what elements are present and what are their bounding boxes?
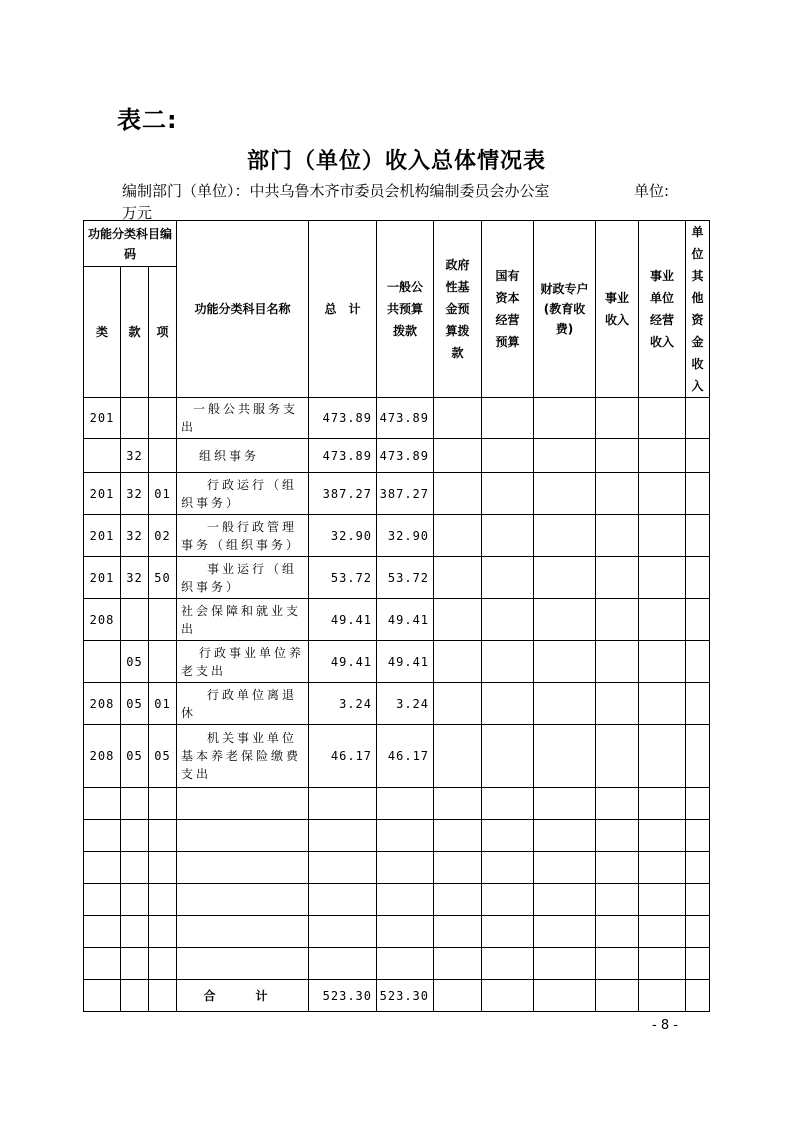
table-number-heading: 表二: [117, 106, 178, 134]
row-kuan: 32 [121, 439, 149, 473]
row-total: 46.17 [309, 725, 377, 788]
row-general: 387.27 [377, 473, 434, 515]
empty-row [84, 788, 710, 820]
row-general: 473.89 [377, 439, 434, 473]
header-other: 单位其他资金收入 [686, 221, 710, 398]
row-name: 事业运行（组织事务） [177, 557, 309, 599]
page-title: 部门（单位）收入总体情况表 [246, 149, 546, 174]
header-shiye-unit: 事业单位经营收入 [639, 221, 686, 398]
header-gov-fund: 政府性基金预算拨款 [434, 221, 482, 398]
row-general: 3.24 [377, 683, 434, 725]
row-name: 行政单位离退休 [177, 683, 309, 725]
header-lei: 类 [84, 267, 121, 398]
row-lei: 201 [84, 557, 121, 599]
row-xiang: 50 [149, 557, 177, 599]
header-general: 一般公共预算拨款 [377, 221, 434, 398]
unit-value: 万元 [122, 204, 153, 222]
row-lei [84, 641, 121, 683]
header-total: 总 计 [309, 221, 377, 398]
total-row-total: 523.30 [309, 980, 377, 1012]
row-kuan: 05 [121, 725, 149, 788]
row-total: 473.89 [309, 398, 377, 439]
row-total: 53.72 [309, 557, 377, 599]
row-total: 32.90 [309, 515, 377, 557]
row-name: 一般公共服务支出 [177, 398, 309, 439]
unit-label: 单位: [634, 182, 670, 200]
row-kuan: 05 [121, 683, 149, 725]
row-general: 53.72 [377, 557, 434, 599]
row-total: 3.24 [309, 683, 377, 725]
row-lei: 201 [84, 515, 121, 557]
row-lei: 208 [84, 725, 121, 788]
row-kuan [121, 599, 149, 641]
header-shiye: 事业收入 [596, 221, 639, 398]
row-kuan [121, 398, 149, 439]
row-xiang [149, 599, 177, 641]
row-xiang: 05 [149, 725, 177, 788]
row-kuan: 05 [121, 641, 149, 683]
row-total: 473.89 [309, 439, 377, 473]
row-general: 46.17 [377, 725, 434, 788]
row-xiang: 01 [149, 683, 177, 725]
row-name: 行政运行（组织事务） [177, 473, 309, 515]
row-lei: 208 [84, 683, 121, 725]
row-lei: 208 [84, 599, 121, 641]
row-kuan: 32 [121, 557, 149, 599]
header-xiang: 项 [149, 267, 177, 398]
row-kuan: 32 [121, 515, 149, 557]
row-xiang: 01 [149, 473, 177, 515]
empty-row [84, 916, 710, 948]
row-lei: 201 [84, 398, 121, 439]
row-lei [84, 439, 121, 473]
row-total: 49.41 [309, 599, 377, 641]
empty-row [84, 948, 710, 980]
row-name: 机关事业单位基本养老保险缴费支出 [177, 725, 309, 788]
page-number: - 8 - [652, 1018, 678, 1033]
row-general: 473.89 [377, 398, 434, 439]
header-name: 功能分类科目名称 [177, 221, 309, 398]
header-code-group: 功能分类科目编码 [84, 221, 177, 267]
empty-row [84, 852, 710, 884]
row-name: 一般行政管理事务（组织事务） [177, 515, 309, 557]
header-fiscal-special: 财政专户(教育收费) [534, 221, 596, 398]
row-name: 社会保障和就业支出 [177, 599, 309, 641]
total-row-general: 523.30 [377, 980, 434, 1012]
row-general: 49.41 [377, 599, 434, 641]
row-total: 387.27 [309, 473, 377, 515]
row-name: 组织事务 [177, 439, 309, 473]
row-lei: 201 [84, 473, 121, 515]
empty-row [84, 884, 710, 916]
row-general: 32.90 [377, 515, 434, 557]
row-kuan: 32 [121, 473, 149, 515]
empty-row [84, 820, 710, 852]
row-total: 49.41 [309, 641, 377, 683]
row-xiang [149, 398, 177, 439]
row-general: 49.41 [377, 641, 434, 683]
income-table [83, 220, 710, 1012]
row-xiang: 02 [149, 515, 177, 557]
row-xiang [149, 641, 177, 683]
org-line: 编制部门（单位）：中共乌鲁木齐市委员会机构编制委员会办公室 [122, 182, 550, 200]
row-name: 行政事业单位养老支出 [177, 641, 309, 683]
header-state-capital: 国有资本经营预算 [482, 221, 534, 398]
header-kuan: 款 [121, 267, 149, 398]
row-xiang [149, 439, 177, 473]
total-row-label: 合 计 [177, 980, 309, 1012]
